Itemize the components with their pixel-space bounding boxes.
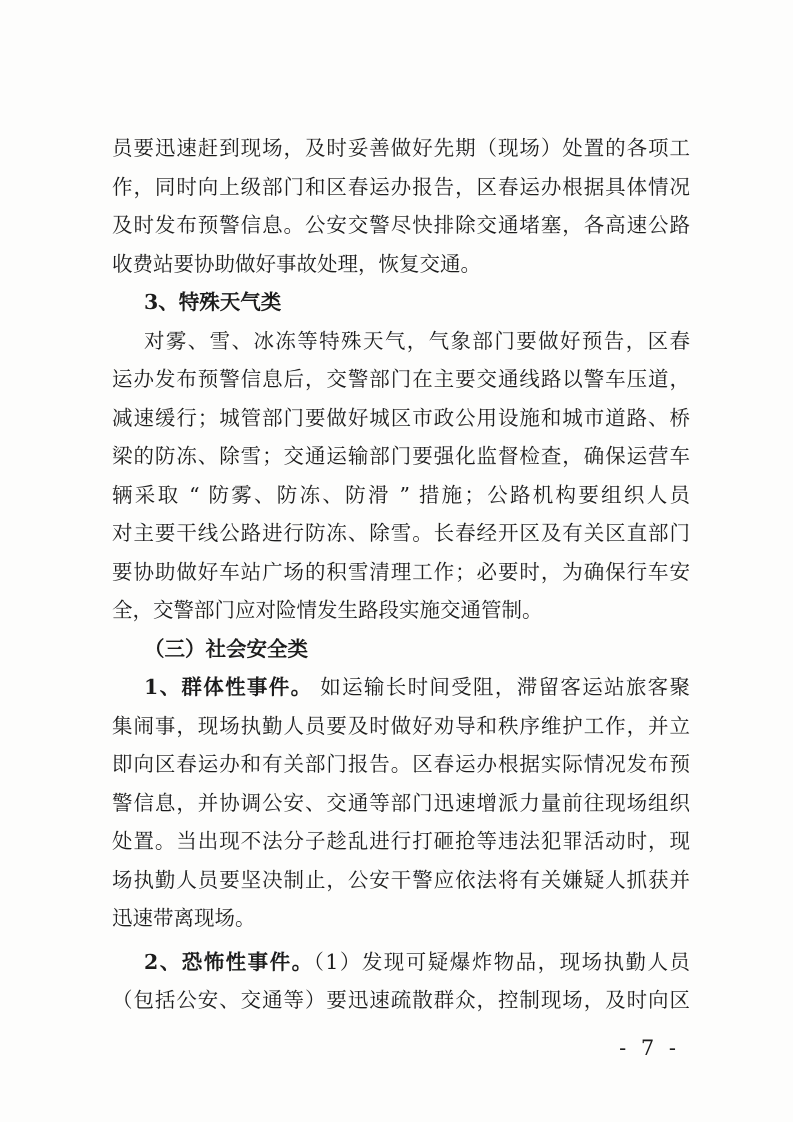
section-heading: （三）社会安全类 xyxy=(144,636,308,661)
text-line: 对主要干线公路进行防冻、除雪。长春经开区及有关区直部门 xyxy=(112,521,690,545)
text-line: 集闹事，现场执勤人员要及时做好劝导和秩序维护工作，并立 xyxy=(112,713,690,738)
text-line: 作，同时向上级部门和区春运办报告，区春运办根据具体情况 xyxy=(112,174,690,199)
text-line: 处置。当出现不法分子趁乱进行打砸抢等违法犯罪活动时，现 xyxy=(112,829,690,853)
text-line: 即向区春运办和有关部门报告。区春运办根据实际情况发布预 xyxy=(112,752,690,776)
paragraph xyxy=(112,129,690,283)
text-line: 梁的防冻、除雪；交通运输部门要强化监督检查，确保运营车 xyxy=(112,444,690,468)
text-line: 员要迅速赶到现场，及时妥善做好先期（现场）处置的各项工 xyxy=(112,136,690,160)
paragraph xyxy=(112,943,690,1020)
text-run: （1）发现可疑爆炸物品，现场执勤人员 xyxy=(313,949,691,974)
text-run: 如运输长时间受阻，滞留客运站旅客聚 xyxy=(312,675,691,699)
text-line xyxy=(112,668,690,707)
text-line: 对雾、雪、冰冻等特殊天气，气象部门要做好预告，区春 xyxy=(144,328,690,353)
text-line: 警信息，并协调公安、交通等部门迅速增派力量前往现场组织 xyxy=(112,790,690,815)
text-line: 及时发布预警信息。公安交警尽快排除交通堵塞，各高速公路 xyxy=(112,213,690,237)
body-text xyxy=(112,129,690,1020)
item-lead: 1、群体性事件。 xyxy=(144,675,313,699)
text-line xyxy=(112,943,690,982)
text-line: （包括公安、交通等）要迅速疏散群众，控制现场，及时向区 xyxy=(112,988,690,1012)
text-line: 减速缓行；城管部门要做好城区市政公用设施和城市道路、桥 xyxy=(112,405,690,430)
paragraph xyxy=(112,668,690,938)
page-number: - 7 - xyxy=(619,1036,680,1060)
text-line: 收费站要协助做好事故处理，恢复交通。 xyxy=(112,251,481,276)
item-lead: 2、恐怖性事件。 xyxy=(144,949,314,974)
section-heading: 3、特殊天气类 xyxy=(144,290,282,314)
text-line: 辆采取 “ 防雾、防冻、防滑 ” 措施；公路机构要组织人员 xyxy=(112,482,690,507)
paragraph xyxy=(112,322,690,630)
text-line: 场执勤人员要坚决制止，公安干警应依法将有关嫌疑人抓获并 xyxy=(112,867,690,892)
text-line: 要协助做好车站广场的积雪清理工作；必要时，为确保行车安 xyxy=(112,559,690,584)
text-line: 迅速带离现场。 xyxy=(112,906,256,930)
text-line: 运办发布预警信息后，交警部门在主要交通线路以警车压道， xyxy=(112,367,690,391)
text-line: 全，交警部门应对险情发生路段实施交通管制。 xyxy=(112,598,543,622)
